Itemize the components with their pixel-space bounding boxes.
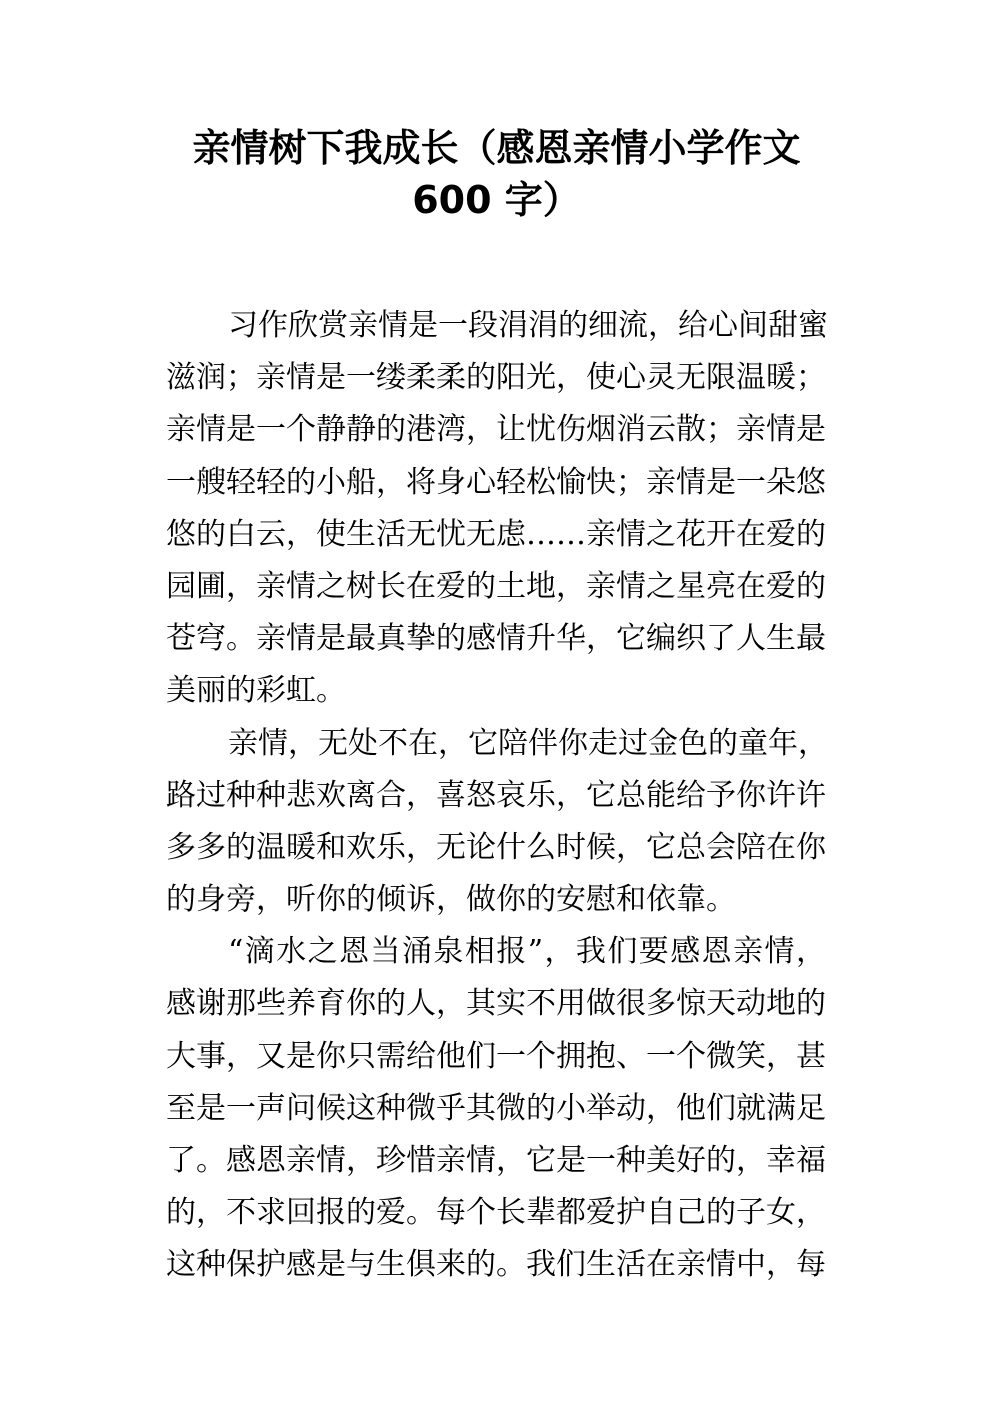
text-line: 习作欣赏亲情是一段涓涓的细流，给心间甜蜜 bbox=[228, 308, 828, 343]
text-line: 感谢那些养育你的人，其实不用做很多惊天动地的 bbox=[166, 986, 826, 1022]
title-line-2: 600 字） bbox=[412, 178, 581, 222]
text-line: 悠的白云，使生活无忧无虑……亲情之花开在爱的 bbox=[166, 516, 826, 552]
paragraph-1 bbox=[166, 300, 826, 718]
text-line: 至是一声问候这种微乎其微的小举动，他们就满足 bbox=[166, 1090, 826, 1126]
text-line: 滋润；亲情是一缕柔柔的阳光，使心灵无限温暖； bbox=[166, 360, 826, 396]
text-line: 园圃，亲情之树长在爱的土地，亲情之星亮在爱的 bbox=[166, 568, 826, 604]
text-line: 这种保护感是与生俱来的。我们生活在亲情中，每 bbox=[166, 1247, 826, 1283]
text-line: 亲情是一个静静的港湾，让忧伤烟消云散；亲情是 bbox=[166, 412, 826, 448]
text-line: 苍穹。亲情是最真挚的感情升华，它编织了人生最 bbox=[166, 621, 826, 657]
text-line: “滴水之恩当涌泉相报”，我们要感恩亲情， bbox=[228, 934, 826, 970]
text-line: 一艘轻轻的小船，将身心轻松愉快；亲情是一朵悠 bbox=[166, 464, 826, 500]
text-line: 多多的温暖和欢乐，无论什么时候，它总会陪在你 bbox=[166, 829, 826, 865]
text-line: 美丽的彩虹。 bbox=[166, 673, 346, 709]
text-line: 了。感恩亲情，珍惜亲情，它是一种美好的，幸福 bbox=[166, 1143, 826, 1178]
text-line: 亲情，无处不在，它陪伴你走过金色的童年， bbox=[228, 725, 828, 761]
title-line-1: 亲情树下我成长（感恩亲情小学作文 bbox=[192, 126, 801, 170]
text-line: 大事，又是你只需给他们一个拥抱、一个微笑，甚 bbox=[166, 1038, 826, 1074]
document-body bbox=[166, 300, 826, 1292]
paragraph-2 bbox=[166, 718, 826, 927]
text-line: 的身旁，听你的倾诉，做你的安慰和依靠。 bbox=[166, 882, 736, 918]
text-line: 的，不求回报的爱。每个长辈都爱护自己的子女， bbox=[166, 1195, 826, 1231]
text-line: 路过种种悲欢离合，喜怒哀乐，它总能给予你许许 bbox=[166, 777, 826, 813]
document-title bbox=[0, 122, 993, 226]
paragraph-3 bbox=[166, 926, 826, 1291]
